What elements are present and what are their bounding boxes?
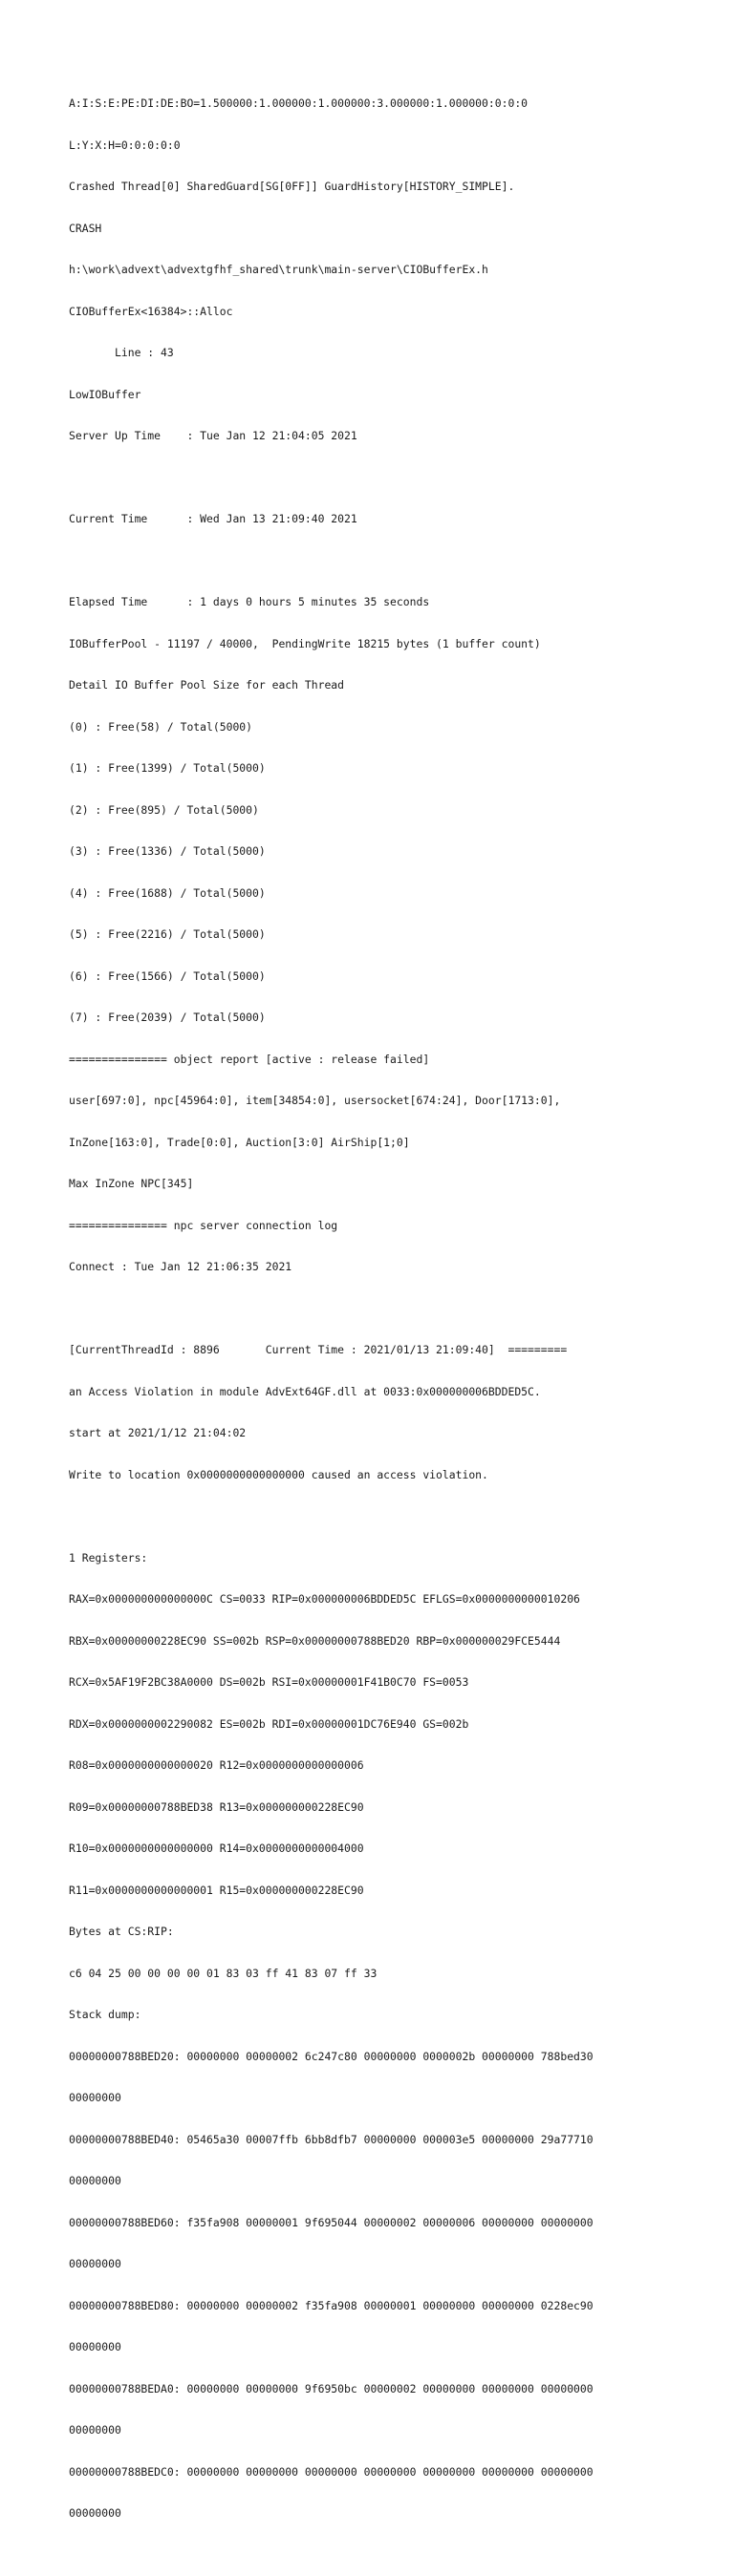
log-line: InZone[163:0], Trade[0:0], Auction[3:0] AirShip[1;0] — [69, 1135, 410, 1149]
log-line: (0) : Free(58) / Total(5000) — [69, 719, 253, 734]
log-line: 00000000 — [69, 2340, 121, 2353]
log-line: 1 Registers: — [69, 1550, 148, 1565]
log-line — [69, 2548, 700, 2563]
log-line: R10=0x0000000000000000 R14=0x0000000000004000 — [69, 1842, 364, 1855]
log-line: 00000000788BED40: 05465a30 00007ffb 6bb8dfb7 00000000 000003e5 00000000 29a77710 — [69, 2132, 594, 2146]
log-line: CRASH — [69, 221, 102, 235]
log-line: (5) : Free(2216) / Total(5000) — [69, 927, 266, 941]
log-line: [CurrentThreadId : 8896 Current Time : 2021/01/13 21:09:40] ========= — [69, 1343, 568, 1356]
log-line: Write to location 0x0000000000000000 caused an access violation. — [69, 1467, 488, 1481]
log-line: Max InZone NPC[345] — [69, 1177, 194, 1190]
log-line: 00000000 — [69, 2257, 121, 2270]
log-line: R09=0x00000000788BED38 R13=0x000000000228EC90 — [69, 1799, 364, 1814]
log-line: Line : 43 — [69, 346, 174, 359]
log-line: RCX=0x5AF19F2BC38A0000 DS=002b RSI=0x00000001F41B0C70 FS=0053 — [69, 1675, 469, 1689]
log-line — [69, 1302, 700, 1316]
log-line: 00000000788BEDC0: 00000000 00000000 00000000 00000000 00000000 00000000 00000000 — [69, 2464, 594, 2479]
log-line: R11=0x0000000000000001 R15=0x000000000228EC90 — [69, 1883, 364, 1897]
log-line: 00000000788BED20: 00000000 00000002 6c247c80 00000000 0000002b 00000000 788bed30 — [69, 2049, 594, 2063]
log-line: R08=0x0000000000000020 R12=0x0000000000000006 — [69, 1758, 364, 1772]
log-line: 00000000788BED80: 00000000 00000002 f35fa908 00000001 00000000 00000000 0228ec90 — [69, 2298, 594, 2312]
log-line: an Access Violation in module AdvExt64GF.dll at 0033:0x000000006BDDED5C. — [69, 1384, 541, 1398]
log-line: 00000000788BEDA0: 00000000 00000000 9f6950bc 00000002 00000000 00000000 00000000 — [69, 2381, 594, 2395]
log-line: L:Y:X:H=0:0:0:0:0 — [69, 138, 181, 152]
log-line — [69, 471, 700, 485]
log-line: (2) : Free(895) / Total(5000) — [69, 802, 259, 817]
log-line: =============== object report [active : release failed] — [69, 1052, 430, 1066]
log-line: Stack dump: — [69, 2008, 141, 2021]
log-line: LowIOBuffer — [69, 387, 141, 401]
log-line: 00000000 — [69, 2091, 121, 2104]
log-line: 00000000 — [69, 2423, 121, 2437]
crash-log-document — [69, 69, 700, 2576]
log-line: CIOBufferEx<16384>::Alloc — [69, 304, 233, 318]
log-line — [69, 554, 700, 568]
log-line: Connect : Tue Jan 12 21:06:35 2021 — [69, 1260, 292, 1273]
log-line: Detail IO Buffer Pool Size for each Thread — [69, 678, 345, 692]
log-line: RAX=0x000000000000000C CS=0033 RIP=0x000000006BDDED5C EFLGS=0x0000000000010206 — [69, 1592, 580, 1606]
log-line: Bytes at CS:RIP: — [69, 1925, 174, 1938]
log-line: RBX=0x00000000228EC90 SS=002b RSP=0x00000000788BED20 RBP=0x000000029FCE5444 — [69, 1633, 561, 1648]
log-line: Server Up Time : Tue Jan 12 21:04:05 2021 — [69, 429, 357, 442]
log-line — [69, 1509, 700, 1523]
log-line: =============== npc server connection log — [69, 1218, 338, 1232]
log-line: IOBufferPool - 11197 / 40000, PendingWrite 18215 bytes (1 buffer count) — [69, 636, 541, 650]
log-line: Current Time : Wed Jan 13 21:09:40 2021 — [69, 512, 357, 525]
log-line: (7) : Free(2039) / Total(5000) — [69, 1011, 266, 1024]
log-line: c6 04 25 00 00 00 00 01 83 03 ff 41 83 07 ff 33 — [69, 1966, 378, 1980]
log-line: RDX=0x0000000002290082 ES=002b RDI=0x00000001DC76E940 GS=002b — [69, 1716, 469, 1731]
log-line: start at 2021/1/12 21:04:02 — [69, 1426, 247, 1439]
log-line: 00000000788BED60: f35fa908 00000001 9f695044 00000002 00000006 00000000 00000000 — [69, 2215, 594, 2229]
log-line: (4) : Free(1688) / Total(5000) — [69, 885, 266, 900]
log-line: Elapsed Time : 1 days 0 hours 5 minutes 35 seconds — [69, 595, 430, 608]
log-line: 00000000 — [69, 2506, 121, 2520]
log-line: (1) : Free(1399) / Total(5000) — [69, 761, 266, 775]
log-line: (3) : Free(1336) / Total(5000) — [69, 844, 266, 858]
log-line: 00000000 — [69, 2174, 121, 2187]
log-line: Crashed Thread[0] SharedGuard[SG[0FF]] GuardHistory[HISTORY_SIMPLE]. — [69, 180, 515, 193]
log-line: h:\work\advext\advextgfhf_shared\trunk\main-server\CIOBufferEx.h — [69, 263, 488, 276]
log-line: A:I:S:E:PE:DI:DE:BO=1.500000:1.000000:1.000000:3.000000:1.000000:0:0:0 — [69, 96, 529, 110]
log-line: (6) : Free(1566) / Total(5000) — [69, 969, 266, 983]
log-line: user[697:0], npc[45964:0], item[34854:0], usersocket[674:24], Door[1713:0], — [69, 1094, 561, 1107]
